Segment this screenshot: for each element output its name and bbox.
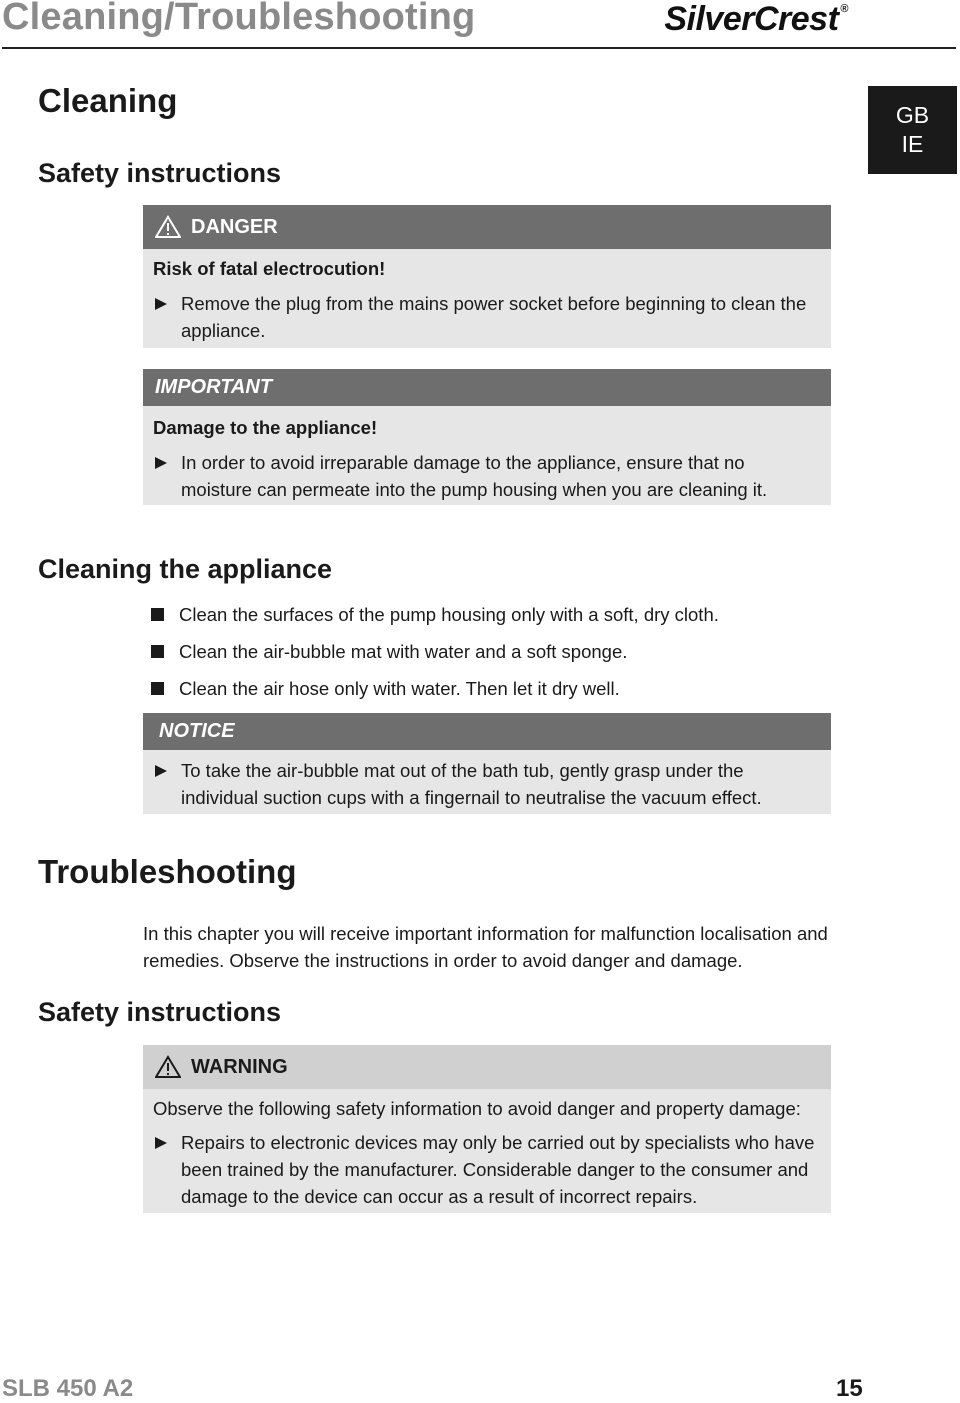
danger-box xyxy=(143,205,831,348)
danger-instruction xyxy=(153,290,819,344)
important-instruction-text: In order to avoid irreparable damage to the appliance, ensure that no moisture can permeate into the pump housing when you are cleaning it. xyxy=(181,452,768,500)
danger-instruction-text: Remove the plug from the mains power socket before beginning to clean the appliance. xyxy=(181,293,807,341)
arrow-bullet-icon xyxy=(155,765,167,777)
cleaning-heading: Cleaning xyxy=(38,82,178,119)
warning-box xyxy=(143,1045,831,1213)
list-item xyxy=(151,601,851,638)
square-bullet-icon xyxy=(151,682,164,695)
header-divider xyxy=(2,47,956,49)
language-tab xyxy=(868,86,957,174)
arrow-bullet-icon xyxy=(155,298,167,310)
arrow-bullet-icon xyxy=(155,1137,167,1149)
list-item xyxy=(151,675,851,712)
list-item-text: Clean the air hose only with water. Then let it dry well. xyxy=(179,678,620,699)
arrow-bullet-icon xyxy=(155,457,167,469)
important-title: Damage to the appliance! xyxy=(153,417,378,438)
notice-label: NOTICE xyxy=(159,720,235,742)
warning-label: WARNING xyxy=(191,1056,288,1078)
registered-mark: ® xyxy=(840,2,848,15)
warning-box-body xyxy=(143,1089,831,1220)
important-instruction xyxy=(153,449,819,503)
list-item-text: Clean the air-bubble mat with water and a soft sponge. xyxy=(179,641,628,662)
important-box xyxy=(143,369,831,505)
warning-box-header xyxy=(143,1045,831,1089)
warning-instruction xyxy=(153,1129,819,1210)
list-item-text: Clean the surfaces of the pump housing only with a soft, dry cloth. xyxy=(179,604,719,625)
danger-title: Risk of fatal electrocution! xyxy=(153,258,386,279)
language-code-ie: IE xyxy=(901,131,924,157)
square-bullet-icon xyxy=(151,608,164,621)
brand-logo xyxy=(664,0,848,39)
notice-box xyxy=(143,713,831,814)
page-number: 15 xyxy=(836,1375,863,1402)
important-box-body xyxy=(143,406,831,513)
notice-instruction xyxy=(153,757,819,811)
warning-triangle-icon xyxy=(155,215,181,239)
danger-box-body xyxy=(143,249,831,354)
page-header-title: Cleaning/Troubleshooting xyxy=(2,0,476,38)
troubleshooting-intro: In this chapter you will receive important information for malfunction localisation and remedies. Observe the instructions in order to avoid danger and damage. xyxy=(143,923,828,971)
notice-box-header xyxy=(143,713,831,750)
footer-model-number: SLB 450 A2 xyxy=(2,1375,134,1402)
warning-intro: Observe the following safety information to avoid danger and property damage: xyxy=(153,1098,801,1119)
important-box-header xyxy=(143,369,831,406)
danger-box-header xyxy=(143,205,831,249)
notice-instruction-text: To take the air-bubble mat out of the bath tub, gently grasp under the individual suction cups with a fingernail to neutralise the vacuum effect. xyxy=(181,760,762,808)
troubleshooting-heading: Troubleshooting xyxy=(38,853,297,890)
troubleshooting-safety-heading: Safety instructions xyxy=(38,997,282,1027)
warning-triangle-icon xyxy=(155,1055,181,1079)
danger-label: DANGER xyxy=(191,216,278,238)
cleaning-steps-list xyxy=(151,601,851,712)
cleaning-safety-heading: Safety instructions xyxy=(38,158,282,188)
important-label: IMPORTANT xyxy=(155,376,273,398)
notice-box-body xyxy=(143,750,831,821)
brand-name: SilverCrest xyxy=(664,0,839,38)
square-bullet-icon xyxy=(151,645,164,658)
warning-instruction-text: Repairs to electronic devices may only be carried out by specialists who have been trained by the manufacturer. Considerable danger to the consumer and damage to the device can occur as a result of incorrect repairs. xyxy=(181,1132,815,1207)
list-item xyxy=(151,638,851,675)
cleaning-appliance-heading: Cleaning the appliance xyxy=(38,554,333,584)
language-code-gb: GB xyxy=(895,102,930,128)
